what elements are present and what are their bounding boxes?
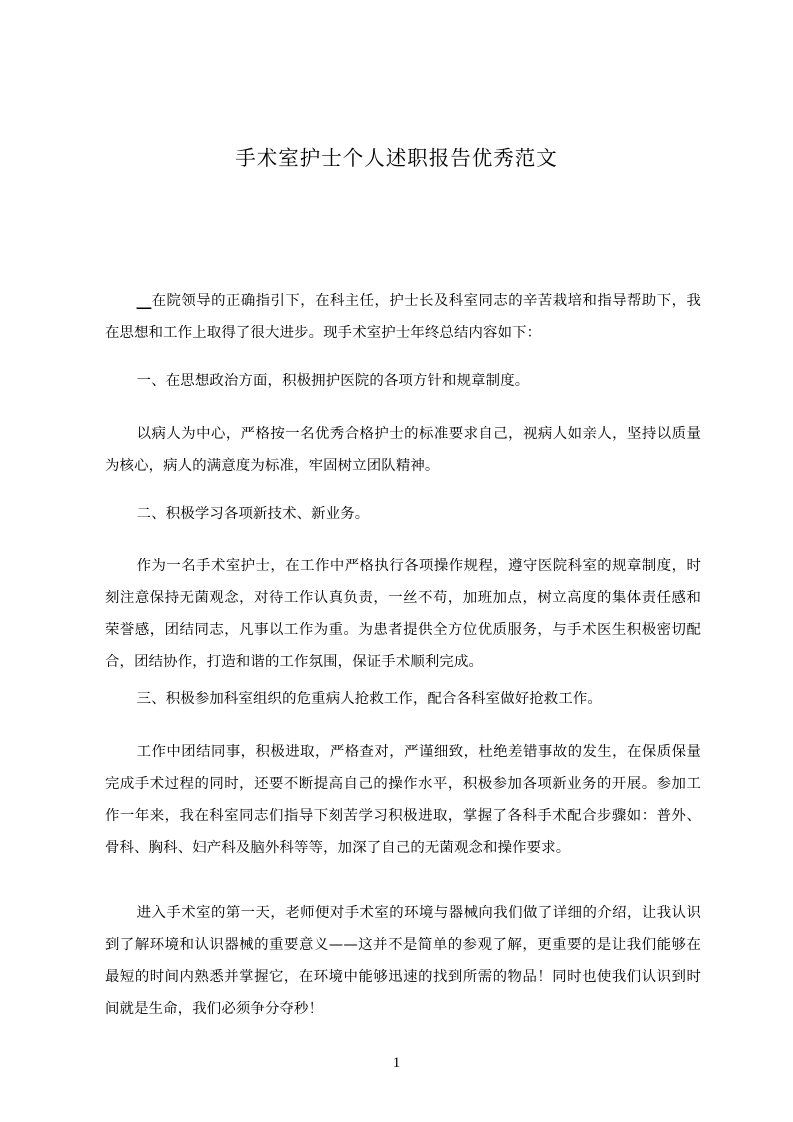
section-body-3: 工作中团结同事，积极进取，严格查对，严谨细致，杜绝差错事故的发生，在保质保量完成手术过程的同时，还要不断提高自己的操作水平，积极参加各项新业务的开展。参加工作一年来，我在科室同志们指导下刻苦学习积极进取，掌握了各科手术配合步骤如：普外、骨科、胸科、妇产科及脑外科等等，加深了自己的无菌观念和操作要求。: [105, 744, 701, 856]
section-heading-3: 三、积极参加科室组织的危重病人抢救工作，配合各科室做好抢救工作。: [136, 691, 602, 707]
intro-text: 在院领导的正确指引下，在科主任，护士长及科室同志的辛苦栽培和指导帮助下，我在思想和工作上取得了很大进步。现手术室护士年终总结内容如下：: [105, 293, 701, 341]
section-heading-1: 一、在思想政治方面，积极拥护医院的各项方针和规章制度。: [136, 373, 530, 389]
page-number: 1: [392, 1055, 401, 1071]
document-title: 手术室护士个人述职报告优秀范文: [235, 146, 558, 170]
blank-underline: __: [136, 293, 152, 309]
section-body-2: 作为一名手术室护士，在工作中严格执行各项操作规程，遵守医院科室的规章制度，时刻注意保持无菌观念，对待工作认真负责，一丝不苟，加班加点，树立高度的集体责任感和荣誉感，团结同志，凡事以工作为重。为患者提供全方位优质服务，与手术医生积极密切配合，团结协作，打造和谐的工作氛围，保证手术顺利完成。: [105, 558, 701, 670]
section-heading-2: 二、积极学习各项新技术、新业务。: [136, 506, 370, 522]
section-body-4: 进入手术室的第一天，老师便对手术室的环境与器械向我们做了详细的介绍，让我认识到了解环境和认识器械的重要意义——这并不是简单的参观了解，更重要的是让我们能够在最短的时间内熟悉并掌握它，在环境中能够迅速的找到所需的物品！同时也使我们认识到时间就是生命，我们必须争分夺秒！: [105, 905, 701, 1017]
section-body-1: 以病人为中心，严格按一名优秀合格护士的标准要求自己，视病人如亲人，坚持以质量为核心，病人的满意度为标准，牢固树立团队精神。: [105, 426, 701, 474]
intro-paragraph: [105, 285, 701, 349]
